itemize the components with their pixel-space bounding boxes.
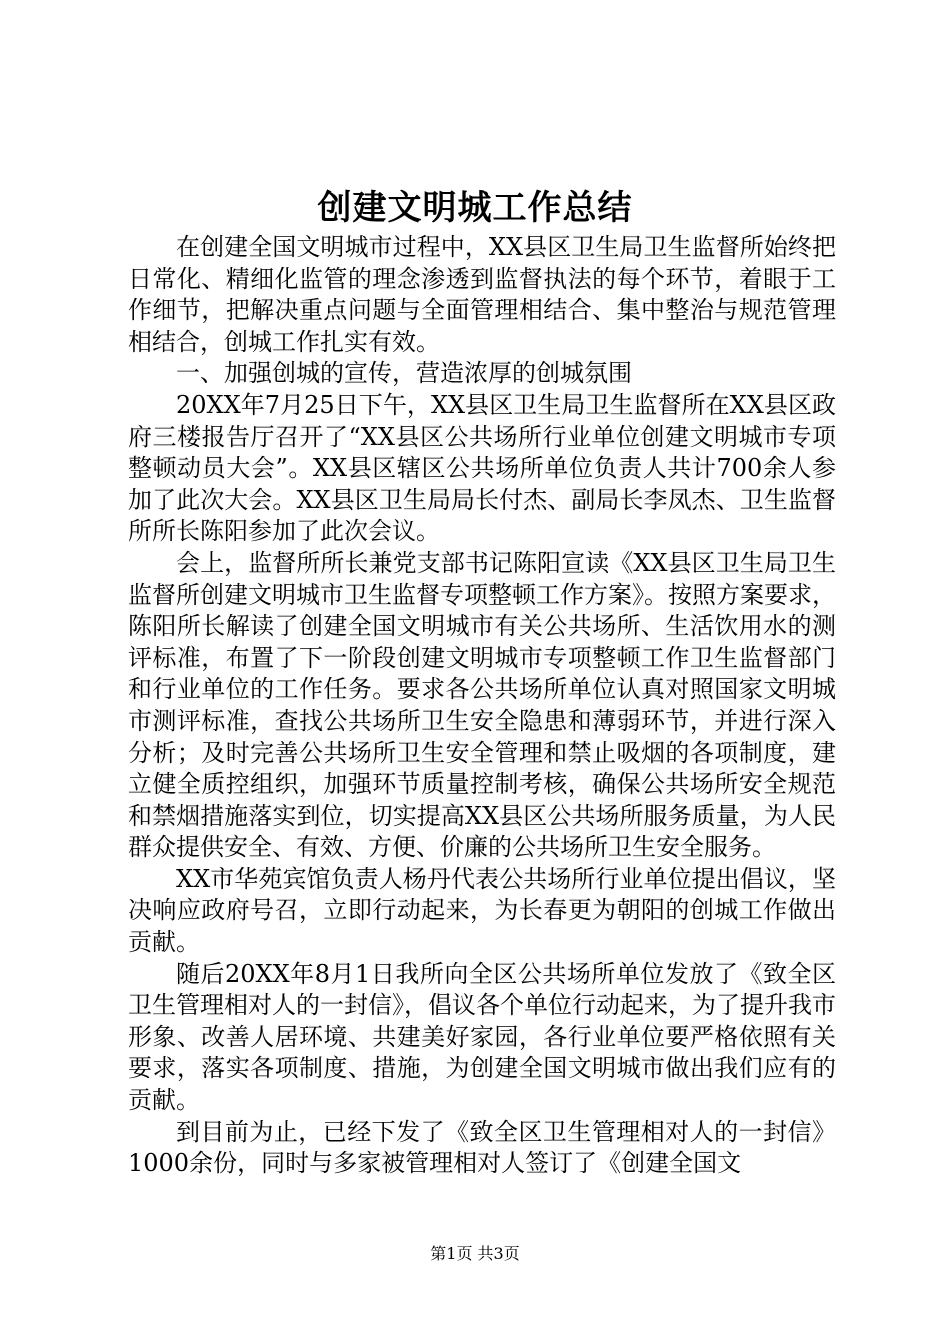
document-body — [128, 232, 836, 1180]
paragraph-letter: 随后20XX年8月1日我所向全区公共场所单位发放了《致全区卫生管理相对人的一封信》，倡议各个单位行动起来，为了提升我市形象、改善人居环境、共建美好家园，各行业单位要严格依照有关要求，落实各项制度、措施，为创建全国文明城市做出我们应有的贡献。 — [128, 959, 836, 1115]
document-title: 创建文明城工作总结 — [317, 188, 633, 228]
page-footer: 第1页 共3页 — [430, 1244, 520, 1263]
paragraph-meeting: 20XX年7月25日下午，XX县区卫生局卫生监督所在XX县区政府三楼报告厅召开了“XX县区公共场所行业单位创建文明城市专项整顿动员大会”。XX县区辖区公共场所单位负责人共计700余人参加了此次大会。XX县区卫生局局长付杰、副局长李凤杰、卫生监督所所长陈阳参加了此次会议。 — [128, 390, 836, 546]
paragraph-meeting-details: 会上，监督所所长兼党支部书记陈阳宣读《XX县区卫生局卫生监督所创建文明城市卫生监督专项整顿工作方案》。按照方案要求，陈阳所长解读了创建全国文明城市有关公共场所、生活饮用水的测评标准，布置了下一阶段创建文明城市专项整顿工作卫生监督部门和行业单位的工作任务。要求各公共场所单位认真对照国家文明城市测评标准，查找公共场所卫生安全隐患和薄弱环节，并进行深入分析；及时完善公共场所卫生安全管理和禁止吸烟的各项制度，建立健全质控组织，加强环节质量控制考核，确保公共场所安全规范和禁烟措施落实到位，切实提高XX县区公共场所服务质量，为人民群众提供安全、有效、方便、价廉的公共场所卫生安全服务。 — [128, 548, 836, 862]
paragraph-initiative: XX市华苑宾馆负责人杨丹代表公共场所行业单位提出倡议，坚决响应政府号召，立即行动起来，为长春更为朝阳的创城工作做出贡献。 — [128, 864, 836, 957]
paragraph-intro: 在创建全国文明城市过程中，XX县区卫生局卫生监督所始终把日常化、精细化监管的理念渗透到监督执法的每个环节，着眼于工作细节，把解决重点问题与全面管理相结合、集中整治与规范管理相结合，创城工作扎实有效。 — [128, 233, 836, 356]
paragraph-section-heading: 一、加强创城的宣传，营造浓厚的创城氛围 — [176, 359, 632, 388]
paragraph-progress: 到目前为止，已经下发了《致全区卫生管理相对人的一封信》1000余份，同时与多家被管理相对人签订了《创建全国文 — [128, 1117, 836, 1178]
